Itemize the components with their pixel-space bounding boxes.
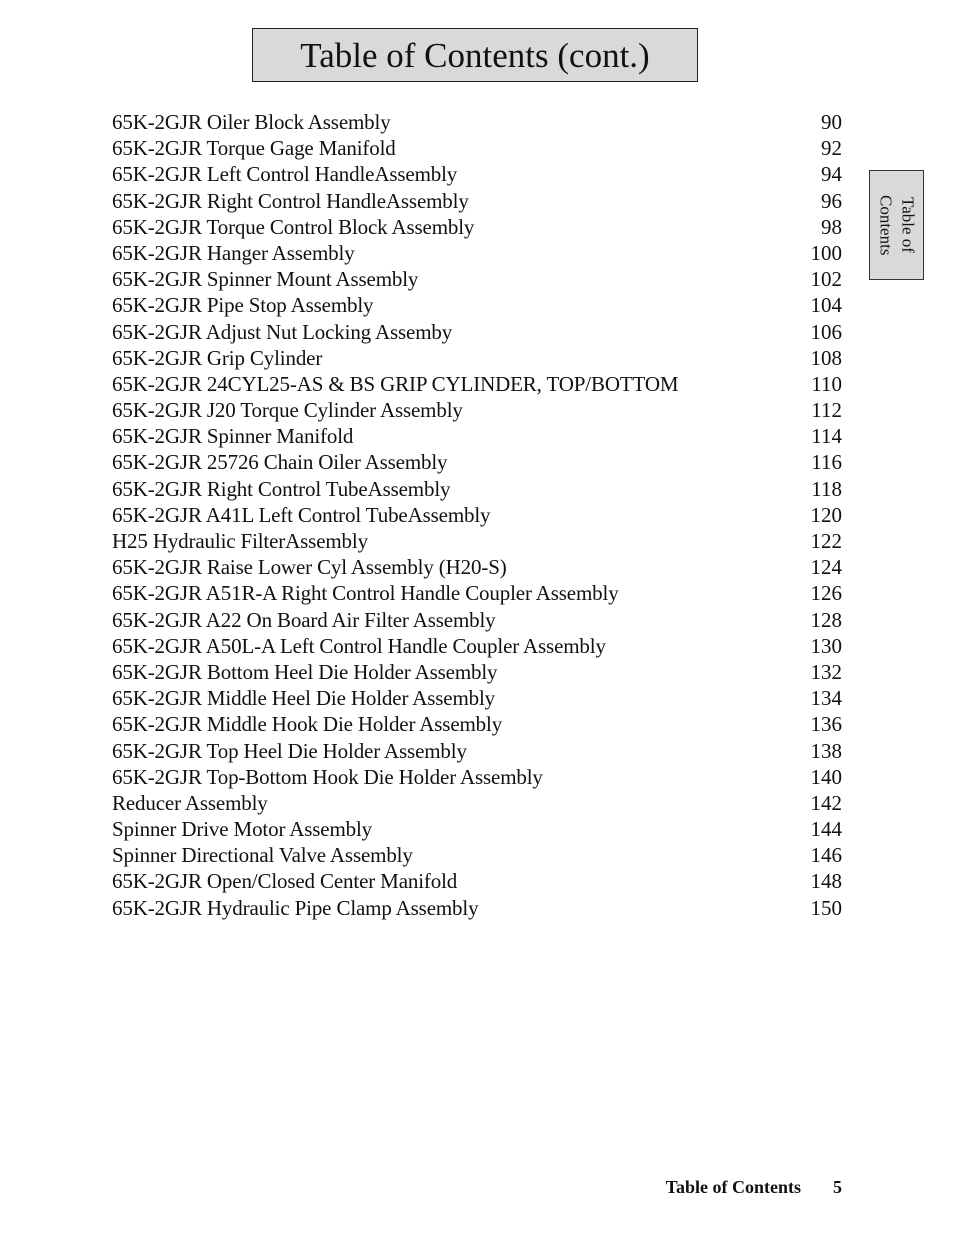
toc-entry-title: 65K-2GJR Open/Closed Center Manifold: [112, 869, 458, 894]
section-tab-label-line2: Contents: [876, 194, 896, 256]
toc-entry-title: 65K-2GJR Hanger Assembly: [112, 240, 355, 265]
toc-entry[interactable]: [112, 842, 842, 868]
toc-entry-title: 65K-2GJR A50L-A Left Control Handle Coupler Assembly: [112, 633, 606, 658]
toc-entry-page: 96: [821, 188, 842, 213]
toc-entry[interactable]: [112, 711, 842, 737]
toc-entry-title: 65K-2GJR Bottom Heel Die Holder Assembly: [112, 659, 498, 684]
toc-entry[interactable]: [112, 738, 842, 764]
toc-entry-page: 130: [810, 633, 842, 658]
toc-entry-page: 132: [810, 659, 842, 684]
toc-entry[interactable]: [112, 528, 842, 554]
toc-entry-page: 118: [811, 476, 842, 501]
toc-entry-title: 65K-2GJR Oiler Block Assembly: [112, 110, 391, 134]
toc-entry-page: 104: [810, 293, 842, 318]
toc-entry-title: H25 Hydraulic FilterAssembly: [112, 529, 368, 553]
toc-list: [112, 109, 842, 921]
toc-entry[interactable]: [112, 685, 842, 711]
toc-entry-title: 65K-2GJR Torque Control Block Assembly: [112, 214, 475, 239]
toc-entry[interactable]: [112, 502, 842, 528]
toc-entry-page: 140: [810, 764, 842, 789]
toc-entry-page: 116: [811, 450, 842, 475]
toc-entry-page: 110: [811, 371, 842, 396]
toc-entry[interactable]: [112, 345, 842, 371]
toc-entry[interactable]: [112, 135, 842, 161]
toc-entry-title: 65K-2GJR Right Control TubeAssembly: [112, 476, 451, 501]
toc-entry-page: 142: [810, 790, 842, 815]
toc-entry[interactable]: [112, 633, 842, 659]
toc-entry-title: 65K-2GJR Left Control HandleAssembly: [112, 162, 458, 187]
toc-entry-title: 65K-2GJR 24CYL25-AS & BS GRIP CYLINDER, TOP/BOTTOM: [112, 371, 679, 396]
toc-entry-page: 92: [821, 136, 842, 161]
section-tab-label-line1: Table of: [898, 197, 918, 253]
toc-entry-page: 136: [810, 712, 842, 737]
toc-entry[interactable]: [112, 240, 842, 266]
page-title-box: [252, 28, 698, 82]
toc-entry-page: 100: [810, 240, 842, 265]
toc-entry[interactable]: [112, 397, 842, 423]
toc-entry[interactable]: [112, 554, 842, 580]
toc-entry-title: 65K-2GJR Grip Cylinder: [112, 345, 323, 370]
toc-entry-page: 94: [821, 162, 842, 187]
toc-entry[interactable]: [112, 659, 842, 685]
toc-entry[interactable]: [112, 580, 842, 606]
toc-entry-title: Reducer Assembly: [112, 790, 268, 815]
toc-entry-page: 126: [810, 581, 842, 606]
toc-entry-title: 65K-2GJR Top Heel Die Holder Assembly: [112, 738, 467, 763]
toc-entry[interactable]: [112, 266, 842, 292]
toc-entry-page: 98: [821, 214, 842, 239]
toc-entry-title: 65K-2GJR Raise Lower Cyl Assembly (H20-S): [112, 555, 507, 580]
toc-entry-title: 65K-2GJR Middle Hook Die Holder Assembly: [112, 712, 503, 737]
toc-entry-title: 65K-2GJR Adjust Nut Locking Assemby: [112, 319, 453, 344]
toc-entry-title: 65K-2GJR Spinner Manifold: [112, 424, 354, 449]
toc-entry-page: 90: [821, 110, 842, 134]
toc-entry-page: 120: [810, 502, 842, 527]
toc-entry-title: 65K-2GJR Top-Bottom Hook Die Holder Assembly: [112, 764, 543, 789]
toc-entry-title: 65K-2GJR A41L Left Control TubeAssembly: [112, 502, 491, 527]
toc-entry-page: 122: [810, 529, 842, 553]
page-footer: [600, 1176, 842, 1198]
toc-entry[interactable]: [112, 188, 842, 214]
toc-entry[interactable]: [112, 371, 842, 397]
toc-entry-title: 65K-2GJR Middle Heel Die Holder Assembly: [112, 686, 496, 711]
toc-entry-title: Spinner Directional Valve Assembly: [112, 843, 413, 868]
toc-entry-page: 150: [810, 895, 842, 920]
toc-entry-page: 138: [810, 738, 842, 763]
toc-entry-page: 106: [810, 319, 842, 344]
toc-entry-page: 114: [811, 424, 842, 449]
toc-entry-page: 144: [810, 817, 842, 842]
toc-entry[interactable]: [112, 214, 842, 240]
toc-entry[interactable]: [112, 895, 842, 921]
toc-entry[interactable]: [112, 476, 842, 502]
toc-entry[interactable]: [112, 868, 842, 894]
toc-entry[interactable]: [112, 161, 842, 187]
toc-entry-page: 146: [810, 843, 842, 868]
toc-entry-title: 65K-2GJR Hydraulic Pipe Clamp Assembly: [112, 895, 479, 920]
toc-entry[interactable]: [112, 790, 842, 816]
section-tab-label: [875, 195, 919, 255]
toc-entry-page: 128: [810, 607, 842, 632]
toc-entry-title: 65K-2GJR A22 On Board Air Filter Assembly: [112, 607, 496, 632]
toc-entry-page: 148: [810, 869, 842, 894]
toc-entry-title: 65K-2GJR A51R-A Right Control Handle Coupler Assembly: [112, 581, 619, 606]
toc-entry-title: 65K-2GJR Pipe Stop Assembly: [112, 293, 374, 318]
toc-entry[interactable]: [112, 319, 842, 345]
toc-entry-page: 134: [810, 686, 842, 711]
toc-entry[interactable]: [112, 292, 842, 318]
toc-entry[interactable]: [112, 816, 842, 842]
toc-entry[interactable]: [112, 449, 842, 475]
toc-entry-title: 65K-2GJR 25726 Chain Oiler Assembly: [112, 450, 448, 475]
toc-entry-title: Spinner Drive Motor Assembly: [112, 817, 373, 842]
toc-entry-page: 108: [810, 345, 842, 370]
toc-entry-title: 65K-2GJR Torque Gage Manifold: [112, 136, 396, 161]
footer-page-number: 5: [833, 1177, 842, 1197]
toc-entry[interactable]: [112, 607, 842, 633]
toc-entry-page: 124: [810, 555, 842, 580]
toc-entry-page: 112: [811, 398, 842, 423]
footer-section-label: Table of Contents: [665, 1177, 801, 1197]
toc-entry-page: 102: [810, 267, 842, 292]
toc-entry[interactable]: [112, 764, 842, 790]
page-title: Table of Contents (cont.): [300, 35, 650, 75]
toc-entry-title: 65K-2GJR Right Control HandleAssembly: [112, 188, 469, 213]
section-tab[interactable]: [869, 170, 924, 280]
toc-entry-title: 65K-2GJR Spinner Mount Assembly: [112, 267, 419, 292]
toc-entry[interactable]: [112, 423, 842, 449]
toc-entry[interactable]: [112, 109, 842, 135]
toc-entry-title: 65K-2GJR J20 Torque Cylinder Assembly: [112, 398, 463, 423]
